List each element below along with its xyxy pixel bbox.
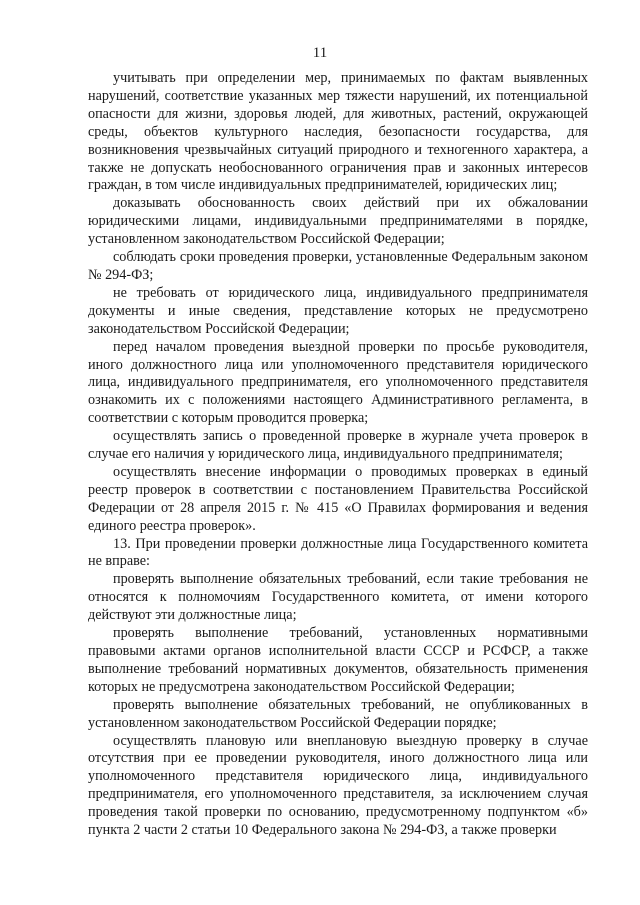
paragraph: перед началом проведения выездной проверки по просьбе руководителя, иного должностного лица или уполномоченного представителя юридического лица, индивидуального предпринимателя, его уполномоченного представителя ознакомить их с положениями настоящего Административного регламента, в соответствии с которым проводится проверка; [88,338,588,427]
paragraph: осуществлять плановую или внеплановую выездную проверку в случае отсутствия при ее проведении руководителя, иного должностного лица или уполномоченного представителя юридического лица, индивидуального предпринимателя, его уполномоченного представителя, за исключением случая проведения такой проверки по основанию, предусмотренному подпунктом «б» пункта 2 части 2 статьи 10 Федерального закона № 294-ФЗ, а также проверки [88,732,588,839]
document-body [88,70,588,840]
paragraph: доказывать обоснованность своих действий при их обжаловании юридическими лицами, индивидуальными предпринимателями в порядке, установленном законодательством Российской Федерации; [88,195,588,248]
paragraph: осуществлять внесение информации о проводимых проверках в единый реестр проверок в соответствии с постановлением Правительства Российской Федерации от 28 апреля 2015 г. № 415 «О Правилах формирования и ведения единого реестра проверок». [88,463,588,534]
paragraph: проверять выполнение требований, установленных нормативными правовыми актами органов исполнительной власти СССР и РСФСР, а также выполнение требований нормативных документов, обязательность применения которых не предусмотрена законодательством Российской Федерации; [88,625,588,695]
section-heading-paragraph: 13. При проведении проверки должностные лица Государственного комитета не вправе: [88,535,588,570]
paragraph: учитывать при определении мер, принимаемых по фактам выявленных нарушений, соответствие указанных мер тяжести нарушений, их потенциальной опасности для жизни, здоровья людей, для животных, растений, окружающей среды, объектов культурного наследия, безопасности государства, для возникновения чрезвычайных ситуаций природного и техногенного характера, а также не допускать необоснованного ограничения прав и законных интересов граждан, в том числе индивидуальных предпринимателей, юридических лиц; [88,70,588,194]
paragraph: проверять выполнение обязательных требований, если такие требования не относятся к полномочиям Государственного комитета, от имени которого действуют эти должностные лица; [88,571,588,624]
page-number: 11 [312,45,328,61]
paragraph: соблюдать сроки проведения проверки, установленные Федеральным законом № 294-ФЗ; [88,249,588,283]
paragraph: осуществлять запись о проведенной проверке в журнале учета проверок в случае его наличия у юридического лица, индивидуального предпринимателя; [88,428,588,463]
paragraph: не требовать от юридического лица, индивидуального предпринимателя документы и иные сведения, представление которых не предусмотрено законодательством Российской Федерации; [88,284,588,337]
paragraph: проверять выполнение обязательных требований, не опубликованных в установленном законодательством Российской Федерации порядке; [88,696,588,731]
